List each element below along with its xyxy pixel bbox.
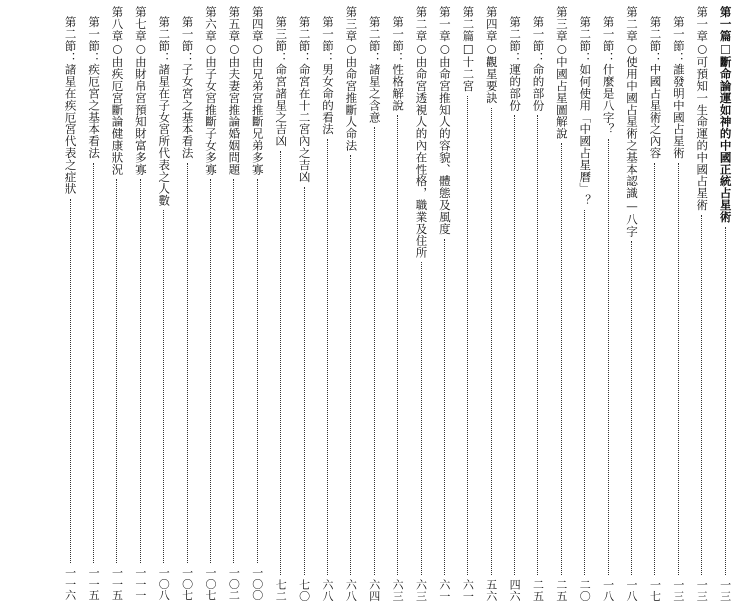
toc-entry-page-number: 六八 xyxy=(320,578,334,601)
toc-entry-page-number: 六四 xyxy=(367,578,381,601)
toc-entry xyxy=(129,4,152,601)
toc-entry xyxy=(363,4,386,601)
dot-leader xyxy=(93,163,94,563)
toc-entry-title: 第三章○中國占星圖解說 xyxy=(554,6,569,140)
toc-entry-page-number: 一三 xyxy=(718,578,732,601)
toc-entry-title: 第一節：誰發明中國占星術 xyxy=(671,16,686,159)
toc-entry-page-number: 一八 xyxy=(601,578,615,601)
toc-entry xyxy=(222,4,245,601)
dot-leader xyxy=(444,239,445,575)
toc-entry-title: 第二節：諸星在疾厄宮代表之症狀 xyxy=(63,16,78,195)
dot-leader xyxy=(701,215,702,575)
toc-entry-page-number: 一〇八 xyxy=(157,567,171,601)
dot-leader xyxy=(116,179,117,563)
dot-leader xyxy=(280,151,281,575)
dot-leader xyxy=(584,210,585,575)
toc-entry xyxy=(339,4,362,601)
toc-entry-page-number: 六三 xyxy=(414,578,428,601)
dot-leader xyxy=(304,187,305,575)
dot-leader xyxy=(163,210,164,563)
toc-entry-page-number: 二五 xyxy=(554,578,568,601)
toc-entry-title: 第一章○可預知一生命運的中國占星術 xyxy=(695,6,710,211)
toc-entry-title: 第四章○觀星要訣 xyxy=(484,6,499,104)
dot-leader xyxy=(187,163,188,563)
toc-entry-page-number: 一三 xyxy=(695,578,709,601)
toc-entry-title: 第一節：子女宮之基本看法 xyxy=(180,16,195,159)
toc-entry-page-number: 六三 xyxy=(391,578,405,601)
toc-entry xyxy=(526,4,549,601)
toc-entry-page-number: 五六 xyxy=(484,578,498,601)
dot-leader xyxy=(561,143,562,575)
toc-entry-title: 第四章○由兄弟宮推斷兄弟多寡 xyxy=(250,6,265,176)
dot-leader xyxy=(537,115,538,575)
toc-entry xyxy=(269,4,292,601)
toc-entry xyxy=(550,4,573,601)
dot-leader xyxy=(397,115,398,575)
toc-entry-title: 第一節：男女命的看法 xyxy=(320,16,335,135)
toc-entry xyxy=(456,4,479,601)
toc-entry xyxy=(152,4,175,601)
toc-entry-title: 第一篇□斷命論運如神的中國正統占星術 xyxy=(718,6,733,223)
toc-entry xyxy=(480,4,503,601)
toc-entry-page-number: 二五 xyxy=(531,578,545,601)
toc-entry-page-number: 六一 xyxy=(461,578,475,601)
toc-entry xyxy=(667,4,690,601)
toc-entry-title: 第六章○由子女宮推斷子女多寡 xyxy=(204,6,219,176)
toc-entry xyxy=(690,4,713,601)
dot-leader xyxy=(678,163,679,575)
toc-entry-title: 第七章○由財帛宮預知財富多寡 xyxy=(133,6,148,176)
dot-leader xyxy=(210,179,211,563)
toc-entry xyxy=(573,4,596,601)
toc-entry-page-number: 六八 xyxy=(344,578,358,601)
dot-leader xyxy=(631,241,632,575)
dot-leader xyxy=(257,179,258,563)
toc-entry-title: 第二節：如何使用「中國占星曆」？ xyxy=(578,16,593,207)
toc-entry-page-number: 一一一 xyxy=(133,567,147,601)
toc-entry xyxy=(597,4,620,601)
dot-leader xyxy=(421,262,422,575)
dot-leader xyxy=(514,115,515,575)
dot-leader xyxy=(608,139,609,575)
toc-entry-page-number: 七二 xyxy=(274,578,288,601)
toc-entry xyxy=(105,4,128,601)
toc-entry xyxy=(176,4,199,601)
toc-entry-page-number: 一三 xyxy=(671,578,685,601)
toc-entry-page-number: 四六 xyxy=(508,578,522,601)
dot-leader xyxy=(374,127,375,575)
toc-entry-title: 第一節：疾厄宮之基本看法 xyxy=(87,16,102,159)
toc-entry-page-number: 一〇七 xyxy=(180,567,194,601)
toc-entry-page-number: 一一六 xyxy=(63,567,77,601)
toc-entry-title: 第五章○由夫妻宮推論婚姻問題 xyxy=(227,6,242,176)
toc-entry xyxy=(199,4,222,601)
toc-entry xyxy=(643,4,666,601)
toc-entry xyxy=(59,4,82,601)
dot-leader xyxy=(233,179,234,563)
toc-entry-page-number: 一〇七 xyxy=(204,567,218,601)
toc-entry-title: 第一節：什麼是八字？ xyxy=(601,16,616,135)
dot-leader xyxy=(491,108,492,575)
toc-entry-title: 第三章○由命宮推斷人命法 xyxy=(344,6,359,152)
toc-entry-title: 第一節：性格解說 xyxy=(391,16,406,112)
toc-entry-page-number: 二〇 xyxy=(578,578,592,601)
toc-entry xyxy=(714,4,737,601)
toc-entry-title: 第二篇□十二宮 xyxy=(461,6,476,92)
toc-entry-page-number: 一一五 xyxy=(87,567,101,601)
dot-leader xyxy=(350,155,351,575)
toc-entry xyxy=(386,4,409,601)
dot-leader xyxy=(467,96,468,575)
toc-entry xyxy=(82,4,105,601)
toc-entry-title: 第二章○使用中國占星術之基本認識—八字 xyxy=(625,6,640,238)
dot-leader xyxy=(654,163,655,575)
dot-leader xyxy=(725,227,726,575)
toc-entry xyxy=(246,4,269,601)
toc-entry-page-number: 六一 xyxy=(437,578,451,601)
dot-leader xyxy=(327,139,328,575)
toc-entry-title: 第二節：命宮在十二宮內之吉凶 xyxy=(297,16,312,183)
toc-entry-title: 第一節：命的部份 xyxy=(531,16,546,112)
toc-entry-page-number: 一八 xyxy=(625,578,639,601)
toc-entry-page-number: 一七 xyxy=(648,578,662,601)
toc-entry-page-number: 一〇〇 xyxy=(250,567,264,601)
toc-entry-title: 第二章○由命宮透視人的內在性格，職業及住所 xyxy=(414,6,429,259)
toc-entry-page-number: 七〇 xyxy=(297,578,311,601)
dot-leader xyxy=(70,199,71,563)
toc-entry xyxy=(293,4,316,601)
toc-entry-title: 第二節：中國占星術之內容 xyxy=(648,16,663,159)
dot-leader xyxy=(140,179,141,563)
toc-entry-title: 第二節：運的部份 xyxy=(508,16,523,112)
toc-entry-title: 第二節：諸星在子女宮所代表之人數 xyxy=(157,16,172,207)
toc-entry-page-number: 一一五 xyxy=(110,567,124,601)
toc-entry-title: 第八章○由疾厄宮斷論健康狀況 xyxy=(110,6,125,176)
toc-entry-title: 第三節：命宮諸星之吉凶 xyxy=(274,16,289,147)
toc-entry xyxy=(433,4,456,601)
toc-entry xyxy=(316,4,339,601)
toc-entry-title: 第一章○由命宮推知人的容貌、體態及風度 xyxy=(437,6,452,235)
toc-entry-page-number: 一〇二 xyxy=(227,567,241,601)
toc-entry xyxy=(620,4,643,601)
toc-entry xyxy=(410,4,433,601)
toc-entry-title: 第二節：諸星之含意 xyxy=(367,16,382,124)
toc-entry xyxy=(503,4,526,601)
